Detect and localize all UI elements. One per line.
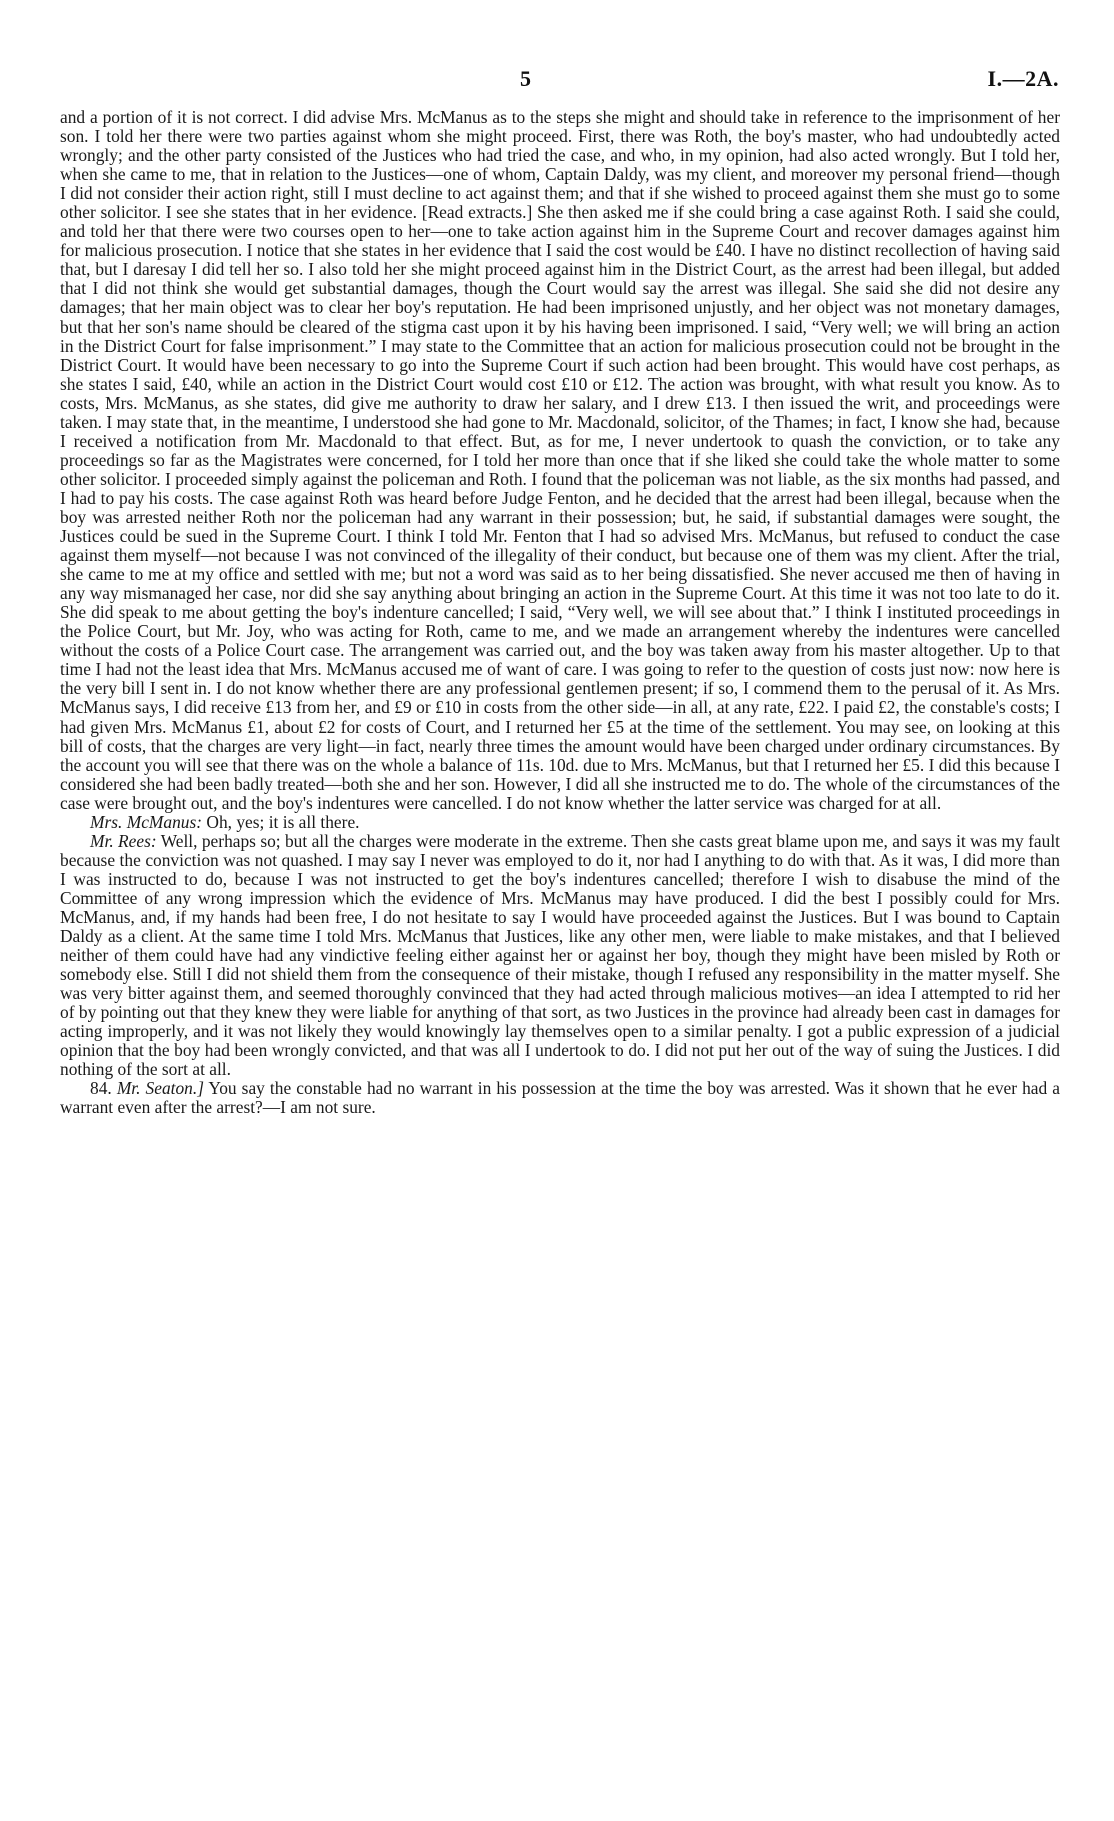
page-number: 5 [520, 66, 531, 91]
rees-statement-paragraph [60, 108, 1060, 813]
page-header [0, 66, 1114, 96]
paragraph-text: Well, perhaps so; but all the charges were moderate in the extreme. Then she casts great blame upon me, and says it was my fault because the conviction was not quashed. I may say I never was employed to do it, nor had I anything to do with that. As it was, I did more than I was instructed to do, because I was not instructed to get the boy's indentures cancelled; therefore I wish to disabuse the mind of the Committee of any wrong impression which the evidence of Mrs. McManus may have produced. I did the best I possibly could for Mrs. McManus, and, if my hands had been free, I do not hesitate to say I would have proceeded against the Justices. But I was bound to Captain Daldy as a client. At the same time I told Mrs. McManus that Justices, like any other men, were liable to make mistakes, and that I believed neither of them could have had any vindictive feeling either against her or against her boy, though they might have been misled by Roth or somebody else. Still I did not shield them from the consequence of their mistake, though I refused any responsibility in the matter myself. She was very bitter against them, and seemed thoroughly convinced that they had acted through malicious motives—an idea I attempted to rid her of by pointing out that they knew they were liable for anything of that sort, as two Justices in the province had already been cast in damages for acting improperly, and it was not likely they would knowingly lay themselves open to a similar penalty. I got a public expression of a judicial opinion that the boy had been wrongly convicted, and that was all I undertook to do. I did not put her out of the way of suing the Justices. I did nothing of the sort at all. [60, 830, 1061, 1080]
question-84-paragraph [60, 1079, 1060, 1117]
paragraph-text: Oh, yes; it is all there. [202, 811, 360, 832]
speaker-name: Mrs. McManus: [90, 811, 203, 832]
speaker-name: Mr. Seaton.] [116, 1078, 204, 1099]
document-body [60, 108, 1060, 1117]
paragraph-text: You say the constable had no warrant in his possession at the time the boy was arrested. Was it shown that he ever had a warrant even after the arrest?—I am not sure. [60, 1078, 1060, 1118]
paragraph-text: and a portion of it is not correct. I did advise Mrs. McManus as to the steps she might and should take in reference to the imprisonment of her son. I told her there were two parties against whom she might proceed. First, there was Roth, the boy's master, who had undoubtedly acted wrongly; and the other party consisted of the Justices who had tried the case, and who, in my opinion, had also acted wrongly. But I told her, when she came to me, that in relation to the Justices—one of whom, Captain Daldy, was my client, and moreover my personal friend—though I did not consider their action right, still I must decline to act against them; and that if she wished to proceed against them she must go to some other solicitor. I see she states that in her evidence. [Read extracts.] She then asked me if she could bring a case against Roth. I said she could, and told her that there were two courses open to her—one to take action against him in the Supreme Court and recover damages against him for malicious prosecution. I notice that she states in her evidence that I said the cost would be £40. I have no distinct recollection of having said that, but I daresay I did tell her so. I also told her she might proceed against him in the District Court, as the arrest had been illegal, but added that I did not think she would get substantial damages, though the Court would say the arrest was illegal. She said she did not desire any damages; that her main object was to clear her boy's reputation. He had been imprisoned unjustly, and her object was not monetary damages, but that her son's name should be cleared of the stigma cast upon it by his having been imprisoned. I said, “Very well; we will bring an action in the District Court for false imprisonment.” I may state to the Committee that an action for malicious prosecution could not be brought in the District Court. It would have been necessary to go into the Supreme Court if such action had been brought. This would have cost perhaps, as she states I said, £40, while an action in the District Court would cost £10 or £12. The action was brought, with what result you know. As to costs, Mrs. McManus, as she states, did give me authority to draw her salary, and I drew £13. I then issued the writ, and proceedings were taken. I may state that, in the meantime, I understood she had gone to Mr. Macdonald, solicitor, of the Thames; in fact, I know she had, because I received a notification from Mr. Macdonald to that effect. But, as for me, I never undertook to quash the conviction, or to take any proceedings so far as the Magistrates were concerned, for I told her more than once that if she liked she could take the whole matter to some other solicitor. I proceeded simply against the policeman and Roth. I found that the policeman was not liable, as the six months had passed, and I had to pay his costs. The case against Roth was heard before Judge Fenton, and he decided that the arrest had been illegal, because when the boy was arrested neither Roth nor the policeman had any warrant in their possession; but, he said, if substantial damages were sought, the Justices could be sued in the Supreme Court. I think I told Mr. Fenton that I had so advised Mrs. McManus, but refused to conduct the case against them myself—not because I was not convinced of the illegality of their conduct, but because one of them was my client. After the trial, she came to me at my office and settled with me; but not a word was said as to her being dissatisfied. She never accused me then of having in any way mismanaged her case, nor did she say anything about bringing an action in the Supreme Court. At this time it was not too late to do it. She did speak to me about getting the boy's indenture cancelled; I said, “Very well, we will see about that.” I think I instituted proceedings in the Police Court, but Mr. Joy, who was acting for Roth, came to me, and we made an arrangement whereby the indentures were cancelled without the costs of a Police Court case. The arrangement was carried out, and the boy was taken away from his master altogether. Up to that time I had not the least idea that Mrs. McManus accused me of want of care. I was going to refer to the question of costs just now: now here is the very bill I sent in. I do not know whether there are any professional gentlemen present; if so, I commend them to the perusal of it. As Mrs. McManus says, I did receive £13 from her, and £9 or £10 in costs from the other side—in all, at any rate, £22. I paid £2, the constable's costs; I had given Mrs. McManus £1, about £2 for costs of Court, and I returned her £5 at the time of the settlement. You may see, on looking at this bill of costs, that the charges are very light—in fact, nearly three times the amount would have been charged under ordinary circumstances. By the account you will see that there was on the whole a balance of 11s. 10d. due to Mrs. McManus, but that I returned her £5. I did this because I considered she had been badly treated—both she and her son. However, I did all she instructed me to do. The whole of the circumstances of the case were brought out, and the boy's indentures were cancelled. I do not know whether the latter service was charged for at all. [60, 107, 1060, 813]
mcmanus-interjection-paragraph [60, 813, 1060, 832]
question-number: 84. [90, 1078, 112, 1099]
rees-response-paragraph [60, 832, 1060, 1080]
document-reference: I.—2A. [987, 66, 1059, 91]
speaker-name: Mr. Rees: [90, 830, 157, 851]
